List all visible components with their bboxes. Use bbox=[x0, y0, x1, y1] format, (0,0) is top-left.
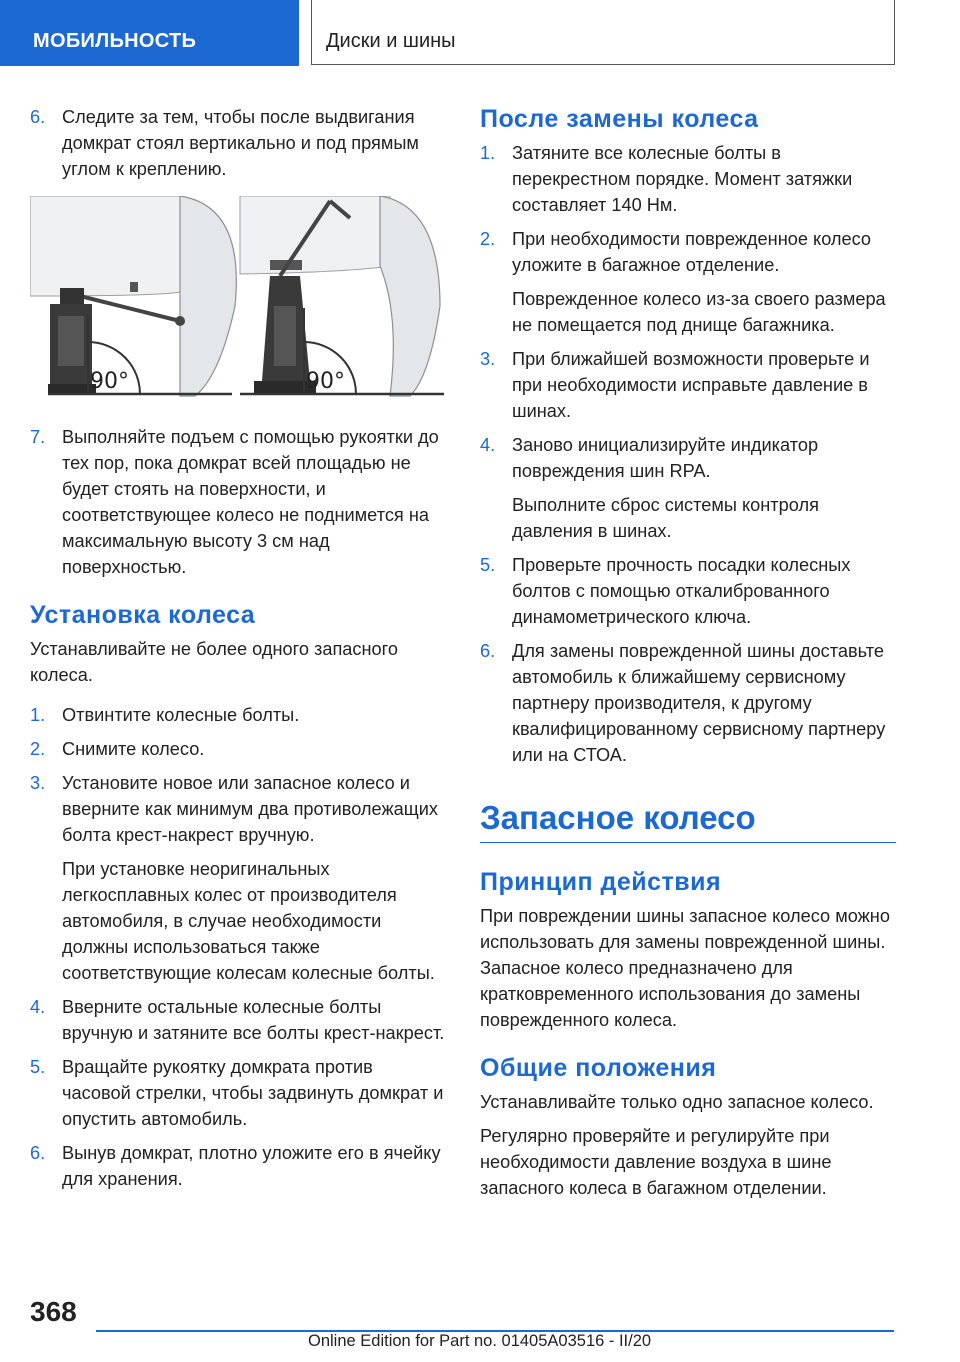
step-text: Отвинтите колесные болты. bbox=[62, 705, 300, 725]
step-item bbox=[480, 638, 896, 768]
chapter-tab bbox=[311, 0, 895, 65]
page-header bbox=[0, 0, 960, 66]
step-number: 2. bbox=[30, 739, 46, 759]
step-text: При необходимости поврежденное колесо уложите в багажное отделение. bbox=[512, 229, 872, 275]
step-text: Снимите колесо. bbox=[62, 739, 205, 759]
step-number: 4. bbox=[30, 997, 46, 1017]
step-text: Вынув домкрат, плотно уложите его в ячейку для хранения. bbox=[62, 1143, 441, 1189]
install-note: При установке неоригинальных легкосплавных колес от производителя автомобиля, в случае необходимости должны использоваться также соответствующие колесам колесные болты. bbox=[62, 859, 435, 983]
section-title: МОБИЛЬНОСТЬ bbox=[33, 30, 197, 52]
step-number: 1. bbox=[480, 143, 496, 163]
step-item bbox=[30, 104, 446, 182]
step-text: Вверните остальные колесные болты вручную и затяните все болты крест-накрест. bbox=[62, 997, 445, 1043]
step-number: 6. bbox=[480, 641, 496, 661]
step-item bbox=[30, 736, 446, 762]
chapter-title: Диски и шины bbox=[326, 30, 456, 52]
step-text: Вращайте рукоятку домкрата против часовой стрелки, чтобы задвинуть домкрат и опустить автомобиль. bbox=[62, 1057, 444, 1129]
step-text: Для замены поврежденной шины доставьте автомобиль к ближайшему сервисному партнеру производителя, к другому квалифицированному сервисному партнеру или на СТОА. bbox=[512, 641, 886, 765]
principle-heading: Принцип действия bbox=[480, 868, 722, 896]
step-item bbox=[30, 770, 446, 848]
angle-label-right: 90° bbox=[306, 369, 345, 394]
left-column bbox=[30, 104, 446, 1200]
step-number: 7. bbox=[30, 427, 46, 447]
step-number: 3. bbox=[30, 773, 46, 793]
general-heading: Общие положения bbox=[480, 1054, 717, 1082]
step-item bbox=[30, 1140, 446, 1192]
after-note: Поврежденное колесо из-за своего размера не помещается под днище багажника. bbox=[512, 289, 886, 335]
step-text: Установите новое или запасное колесо и вверните как минимум два противолежащих болта крест-накрест вручную. bbox=[62, 773, 438, 845]
step-text: Проверьте прочность посадки колесных болтов с помощью откалиброванного динамометрического ключа. bbox=[512, 555, 851, 627]
step-number: 6. bbox=[30, 1143, 46, 1163]
step-number: 4. bbox=[480, 435, 496, 455]
jack-right-panel bbox=[240, 196, 444, 406]
jack-illustration bbox=[30, 196, 444, 406]
step-number: 1. bbox=[30, 705, 46, 725]
install-intro: Устанавливайте не более одного запасного колеса. bbox=[30, 639, 399, 685]
jack-diagram bbox=[30, 196, 444, 406]
general-text: Устанавливайте только одно запасное колесо. bbox=[480, 1092, 874, 1112]
angle-label-left: 90° bbox=[90, 369, 129, 394]
step-number: 2. bbox=[480, 229, 496, 249]
step-number: 6. bbox=[30, 107, 46, 127]
spare-heading-wrap bbox=[480, 798, 896, 843]
step-item bbox=[480, 140, 896, 218]
after-heading: После замены колеса bbox=[480, 105, 759, 133]
step-item bbox=[480, 346, 896, 424]
step-item bbox=[480, 432, 896, 484]
principle-text: При повреждении шины запасное колесо можно использовать для замены поврежденной шины. Запасное колесо предназначено для кратковременного использования до замены поврежденного колеса. bbox=[480, 906, 890, 1030]
section-tab[interactable] bbox=[0, 0, 299, 66]
jack-left-panel bbox=[30, 196, 236, 406]
step-text: Затяните все колесные болты в перекрестном порядке. Момент затяжки составляет 140 Нм. bbox=[512, 143, 853, 215]
step-item bbox=[30, 1054, 446, 1132]
step-number: 3. bbox=[480, 349, 496, 369]
spare-heading: Запасное колесо bbox=[480, 799, 756, 836]
step-item bbox=[480, 552, 896, 630]
edition-label: Online Edition for Part no. 01405A03516 - II/20 bbox=[308, 1332, 652, 1350]
step-number: 5. bbox=[480, 555, 496, 575]
step-item bbox=[30, 702, 446, 728]
right-column bbox=[480, 104, 896, 1209]
step-item bbox=[30, 994, 446, 1046]
after-note: Выполните сброс системы контроля давления в шинах. bbox=[512, 495, 819, 541]
step-number: 5. bbox=[30, 1057, 46, 1077]
step-text: Выполняйте подъем с помощью рукоятки до тех пор, пока домкрат всей площадью не будет стоять на поверхности, и соответствующее колесо не поднимется на максимальную высоту 3 см над поверхностью. bbox=[62, 427, 439, 577]
install-heading: Установка колеса bbox=[30, 601, 256, 629]
general-text: Регулярно проверяйте и регулируйте при необходимости давление воздуха в шине запасного колеса в багажном отделении. bbox=[480, 1126, 832, 1198]
step-item bbox=[480, 226, 896, 278]
step-item bbox=[30, 424, 446, 580]
step-text: Заново инициализируйте индикатор повреждения шин RPA. bbox=[512, 435, 819, 481]
step-text: Следите за тем, чтобы после выдвигания домкрат стоял вертикально и под прямым углом к креплению. bbox=[62, 107, 419, 179]
page-number: 368 bbox=[30, 1296, 77, 1327]
step-text: При ближайшей возможности проверьте и при необходимости исправьте давление в шинах. bbox=[512, 349, 870, 421]
